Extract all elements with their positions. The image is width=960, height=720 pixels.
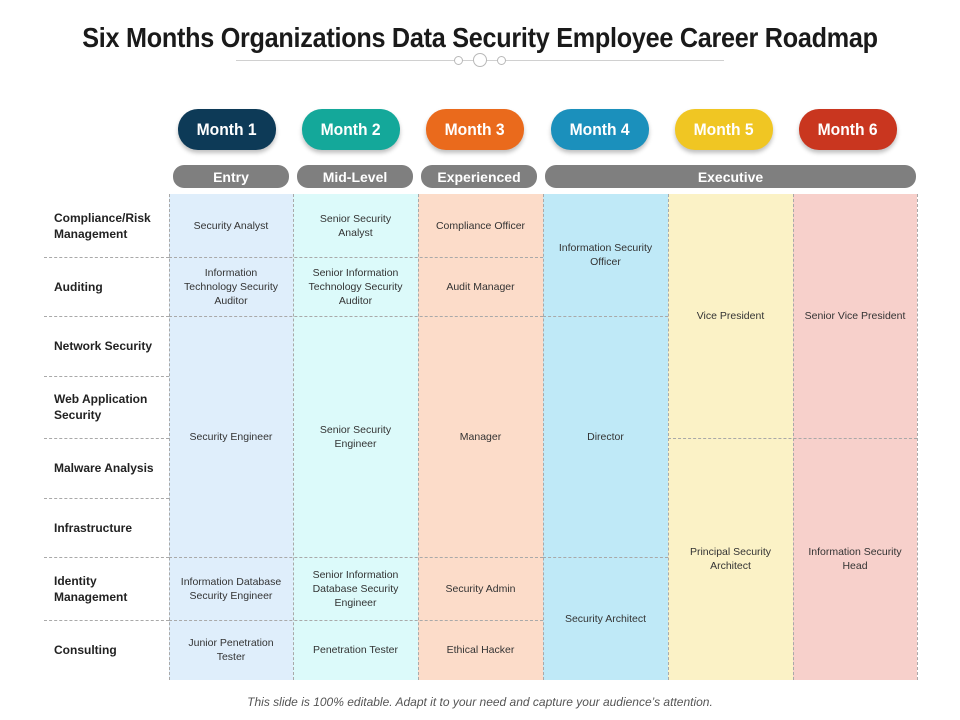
month-3-pill [426, 109, 524, 150]
divider-dot-left [454, 56, 463, 65]
cell-m1-identity: Information Database Security Engineer [180, 575, 282, 602]
row-label-infrastructure: Infrastructure [54, 520, 133, 535]
cell-m1-compliance: Security Analyst [193, 219, 269, 232]
month-4-pill [551, 109, 649, 150]
cell-m2-consulting: Penetration Tester [312, 644, 399, 656]
month-4-label: Month 4 [570, 119, 630, 139]
cell-m5-top: Vice President [696, 310, 765, 322]
row-label-web-application-security: Web Application Security [54, 392, 148, 422]
row-label-consulting: Consulting [54, 643, 117, 657]
row-label-network-security: Network Security [54, 339, 153, 353]
cell-m3-consulting: Ethical Hacker [446, 644, 515, 656]
cell-m1-auditing: Information Technology Security Auditor [184, 266, 278, 307]
month-1-label: Month 1 [197, 119, 257, 139]
cell-m3-compliance: Compliance Officer [435, 219, 526, 232]
cell-m3-auditing: Audit Manager [446, 280, 515, 293]
row-label-identity-management: Identity Management [54, 573, 128, 604]
cell-m4-bottom: Security Architect [564, 612, 647, 625]
row-label-malware-analysis: Malware Analysis [54, 461, 154, 475]
cell-m2-auditing: Senior Information Technology Security Auditor [308, 266, 403, 307]
cell-m2-engineering: Senior Security Engineer [319, 423, 392, 450]
page-title: Six Months Organizations Data Security Employee Career Roadmap [82, 22, 878, 53]
level-experienced: Experienced [421, 165, 537, 188]
cell-m6-top: Senior Vice President [804, 310, 906, 322]
month-6-label: Month 6 [818, 119, 878, 139]
month-3-label: Month 3 [445, 119, 505, 139]
month-2-label: Month 2 [321, 119, 381, 139]
divider-dot-right [497, 56, 506, 65]
cell-m3-identity: Security Admin [445, 582, 516, 595]
cell-m6-bottom: Information Security Head [808, 546, 902, 572]
row-label-auditing: Auditing [54, 279, 103, 294]
cell-m3-engineering: Manager [459, 430, 502, 443]
level-mid: Mid-Level [297, 165, 413, 188]
month-6-pill [799, 109, 897, 150]
cell-m2-compliance: Senior Security Analyst [319, 212, 392, 239]
grid-vline [917, 194, 918, 680]
row-label-compliance: Compliance/Risk Management [54, 210, 151, 241]
cell-m5-bottom: Principal Security Architect [689, 546, 772, 572]
level-executive: Executive [545, 165, 916, 188]
cell-m1-engineering: Security Engineer [189, 430, 273, 443]
month-5-label: Month 5 [694, 119, 754, 139]
cell-m4-middle: Director [587, 430, 624, 443]
month-1-pill [178, 109, 276, 150]
month-2-pill [302, 109, 400, 150]
cell-m2-identity: Senior Information Database Security Engineer [312, 568, 399, 609]
cell-m4-top: Information Security Officer [558, 242, 653, 268]
level-entry: Entry [173, 165, 289, 188]
month-5-pill [675, 109, 773, 150]
footer-note: This slide is 100% editable. Adapt it to your need and capture your audience’s attention. [247, 695, 713, 709]
divider-dot-center [473, 53, 487, 67]
cell-m1-consulting: Junior Penetration Tester [188, 637, 274, 663]
